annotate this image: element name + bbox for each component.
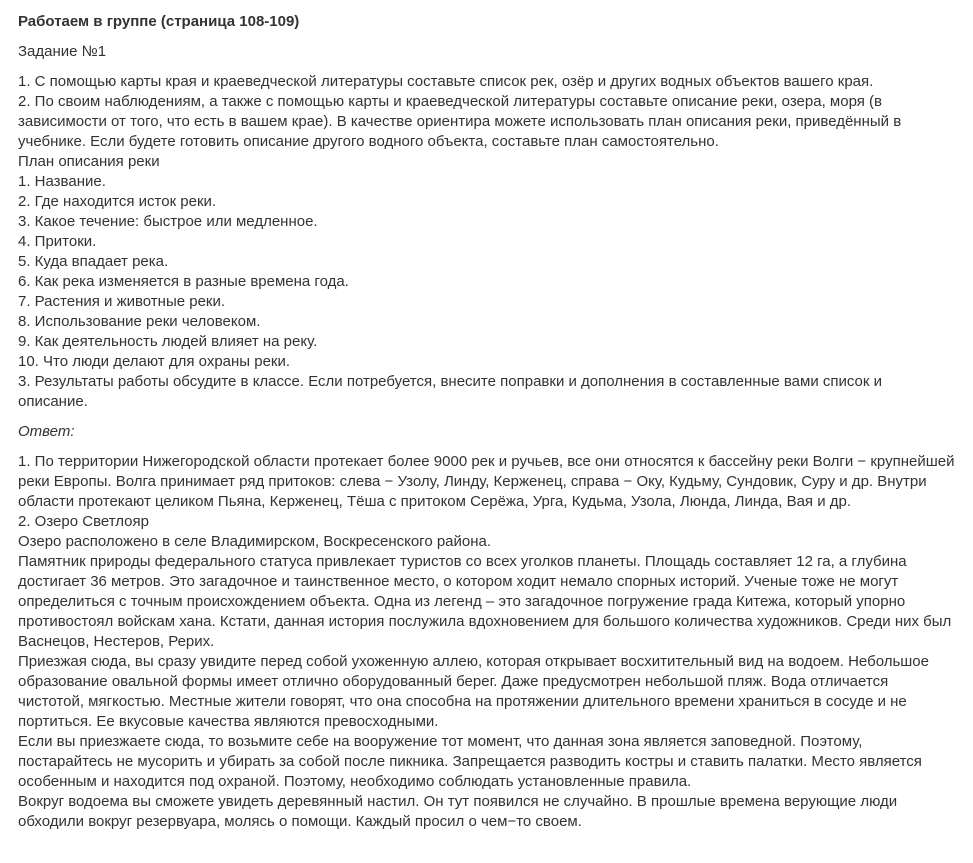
task-line: 8. Использование реки человеком. [18,313,261,330]
task-line: 7. Растения и животные реки. [18,293,226,310]
answer-line: Приезжая сюда, вы сразу увидите перед собой ухоженную аллею, которая открывает восхитительный вид на водоем. Небольшое образование овальной формы имеет отлично оборудованный берег. Даже предусмотрен небольшой пляж. Вода отличается чистотой, мягкостью. Местные жители говорят, что она способна на протяжении длительного времени храниться в сосуде и не портиться. Ее вкусовые качества являются превосходными. [18,653,929,730]
task-line: План описания реки [18,153,160,170]
task-line: 1. Название. [18,173,106,190]
task-line: 6. Как река изменяется в разные времена года. [18,273,349,290]
task-line: 4. Притоки. [18,233,97,250]
task-line: 1. С помощью карты края и краеведческой литературы составьте список рек, озёр и других водных объектов вашего края. [18,73,874,90]
task-line: 2. Где находится исток реки. [18,193,217,210]
answer-line: Памятник природы федерального статуса привлекает туристов со всех уголков планеты. Площадь составляет 12 га, а глубина достигает 36 метров. Это загадочное и таинственное место, о котором ходит немало спорных историй. Ученые тоже не могут определиться с точным происхождением объекта. Одна из легенд – это загадочное погружение града Китежа, который упорно противостоял войскам хана. Кстати, данная история послужила вдохновением для большого количества художников. Среди них был Васнецов, Нестеров, Рерих. [18,553,952,650]
answer-line: 2. Озеро Светлояр [18,513,149,530]
task-line: 3. Какое течение: быстрое или медленное. [18,213,318,230]
task-line: 3. Результаты работы обсудите в классе. Если потребуется, внесите поправки и дополнения в составленные вами список и описание. [18,373,882,410]
task-text [18,72,955,412]
answer-line: Если вы приезжаете сюда, то возьмите себе на вооружение тот момент, что данная зона является заповедной. Поэтому, постарайтесь не мусорить и убирать за собой после пикника. Запрещается разводить костры и ставить палатки. Место является особенным и находится под охраной. Поэтому, необходимо соблюдать установленные правила. [18,733,922,790]
answer-label: Ответ: [18,423,75,440]
task-line: 5. Куда впадает река. [18,253,169,270]
task-line: 10. Что люди делают для охраны реки. [18,353,291,370]
answer-line: Озеро расположено в селе Владимирском, Воскресенского района. [18,533,492,550]
page-title: Работаем в группе (страница 108-109) [18,13,300,30]
answer-line: Вокруг водоема вы сможете увидеть деревянный настил. Он тут появился не случайно. В прошлые времена верующие люди обходили вокруг резервуара, молясь о помощи. Каждый просил о чем−то своем. [18,793,898,830]
answer-line: 1. По территории Нижегородской области протекает более 9000 рек и ручьев, все они относятся к бассейну реки Волги − крупнейшей реки Европы. Волга принимает ряд притоков: слева − Узолу, Линду, Керженец, справа − Оку, Кудьму, Сундовик, Суру и др. Внутри области протекают целиком Пьяна, Керженец, Тёша с притоком Серёжа, Урга, Кудьма, Узола, Люнда, Линда, Вая и др. [18,453,955,510]
task-heading: Задание №1 [18,43,107,60]
task-line: 2. По своим наблюдениям, а также с помощью карты и краеведческой литературы составьте описание реки, озера, моря (в зависимости от того, что есть в вашем крае). В качестве ориентира можете использовать план описания реки, приведённый в учебнике. Если будете готовить описание другого водного объекта, составьте план самостоятельно. [18,93,902,150]
answer-text [18,452,955,832]
task-line: 9. Как деятельность людей влияет на реку. [18,333,318,350]
